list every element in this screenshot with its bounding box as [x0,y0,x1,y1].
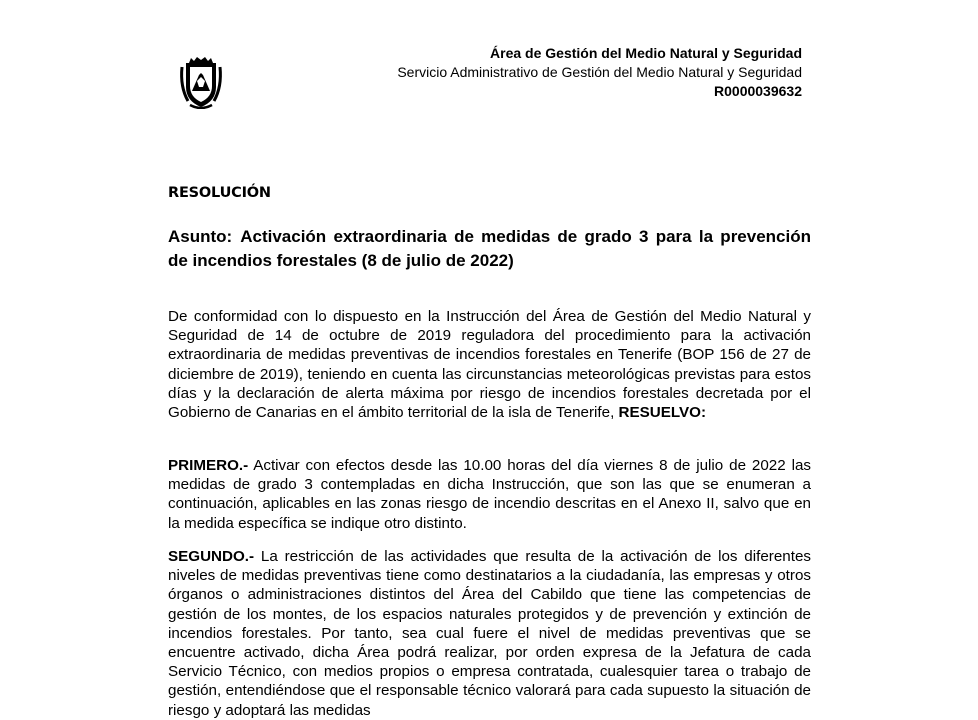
intro-text: De conformidad con lo dispuesto en la Instrucción del Área de Gestión del Medio Natural y Seguridad de 14 de octubre de 2019 reguladora del procedimiento para la activación extraordinaria de medidas preventivas de incendios forestales en Tenerife (BOP 156 de 27 de diciembre de 2019), teniendo en cuenta las circunstancias meteorológicas previstas para estos días y la declaración de alerta máxima por riesgo de incendios forestales decretada por el Gobierno de Canarias en el ámbito territorial de la isla de Tenerife, [168,308,811,422]
primero-text: Activar con efectos desde las 10.00 horas del día viernes 8 de julio de 2022 las medidas de grado 3 contempladas en dicha Instrucción, que son las que se enumeran a continuación, aplicables en las zonas riesgo de incendio descritas en el Anexo II, salvo que en la medida específica se indique otro distinto. [168,457,811,532]
document-heading: RESOLUCIÓN [168,185,271,201]
intro-paragraph [168,307,811,422]
asunto-label: Asunto: [168,227,233,246]
primero-label: PRIMERO.- [168,457,249,474]
document-header [397,44,802,101]
reference-number: R0000039632 [714,83,802,99]
segundo-text: La restricción de las actividades que resulta de la activación de los diferentes niveles de medidas preventivas tiene como destinatarios a la ciudadanía, las empresas y otros órganos o administraciones distintos del Área del Cabildo que tiene las competencias de gestión de los montes, de los espacios naturales protegidos y de prevención y extinción de incendios forestales. Por tanto, sea cual fuere el nivel de medidas preventivas que se encuentre activado, dicha Área podrá realizar, por orden expresa de la Jefatura de cada Servicio Técnico, con medios propios o empresa contratada, cualesquier tarea o trabajo de gestión, entendiéndose que el responsable técnico valorará para cada supuesto la situación de riesgo y adoptará las medidas [168,548,811,719]
resuelvo-label: RESUELVO: [618,404,707,422]
primero-paragraph [168,456,811,533]
service-title: Servicio Administrativo de Gestión del Medio Natural y Seguridad [397,64,802,80]
asunto-block [168,225,811,273]
segundo-paragraph [168,547,811,720]
asunto-text: Activación extraordinaria de medidas de grado 3 para la prevención de incendios forestales (8 de julio de 2022) [168,227,811,270]
segundo-label: SEGUNDO.- [168,548,255,565]
area-title: Área de Gestión del Medio Natural y Seguridad [490,45,802,61]
cabildo-de-tenerife-crest-icon [178,57,224,109]
